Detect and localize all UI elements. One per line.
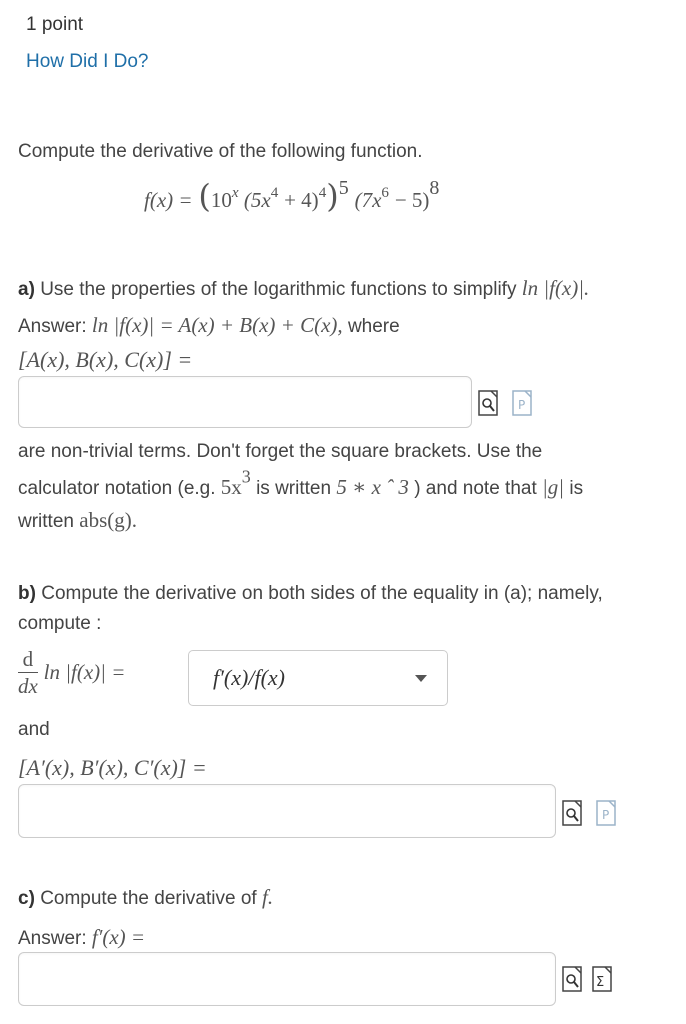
svg-text:P: P <box>518 398 526 412</box>
part-a-note-line3: written abs(g). <box>18 508 137 532</box>
preview-icon[interactable] <box>478 390 498 416</box>
part-b-derivative-lhs: $\frac{d}{dx}$ ln |f(x)| = <box>18 647 126 698</box>
chevron-down-icon <box>415 675 427 682</box>
equation-editor-icon <box>512 390 532 416</box>
sigma-icon[interactable] <box>592 966 612 992</box>
problem-intro: Compute the derivative of the following function. <box>18 141 423 162</box>
svg-text:P: P <box>602 808 610 822</box>
preview-icon[interactable] <box>562 966 582 992</box>
svg-text:Σ: Σ <box>596 975 605 990</box>
part-b-answer-input[interactable] <box>18 784 556 838</box>
part-b-prompt2: compute : <box>18 613 102 634</box>
part-c-answer-line: Answer: f′(x) = <box>18 925 146 949</box>
function-formula: f(x) = (10$^x$ $(5x^4 + 4)^4)^5$ $(7x^6 - 5)^8$ <box>144 177 440 215</box>
part-c-answer-input[interactable] <box>18 952 556 1006</box>
equation-editor-icon <box>596 800 616 826</box>
part-b-select[interactable] <box>188 650 448 706</box>
points-label: 1 point <box>26 14 84 35</box>
part-b-vector-label: [A′(x), B′(x), C′(x)] = <box>18 755 207 780</box>
part-a-note-line1: are non-trivial terms. Don't forget the square brackets. Use the <box>18 441 543 462</box>
part-b-prompt: b) Compute the derivative on both sides of the equality in (a); namely, <box>18 583 603 604</box>
part-c-prompt: c) Compute the derivative of f. <box>18 885 274 909</box>
preview-icon[interactable] <box>562 800 582 826</box>
part-a-note-line2: calculator notation (e.g. $5x^3$ is written 5 ∗ x ˆ 3 ) and note that |g| is <box>18 466 584 499</box>
part-b-and: and <box>18 719 50 740</box>
part-a-prompt: a) Use the properties of the logarithmic functions to simplify ln |f(x)|. <box>18 276 590 300</box>
part-a-vector-label: [A(x), B(x), C(x)] = <box>18 347 193 372</box>
part-b-select-value: f′(x)/f(x) <box>213 665 285 690</box>
how-did-i-do-link[interactable]: How Did I Do? <box>26 51 149 72</box>
part-a-answer-line: Answer: ln |f(x)| = A(x) + B(x) + C(x), where <box>18 313 400 337</box>
part-a-answer-input[interactable] <box>18 376 472 428</box>
